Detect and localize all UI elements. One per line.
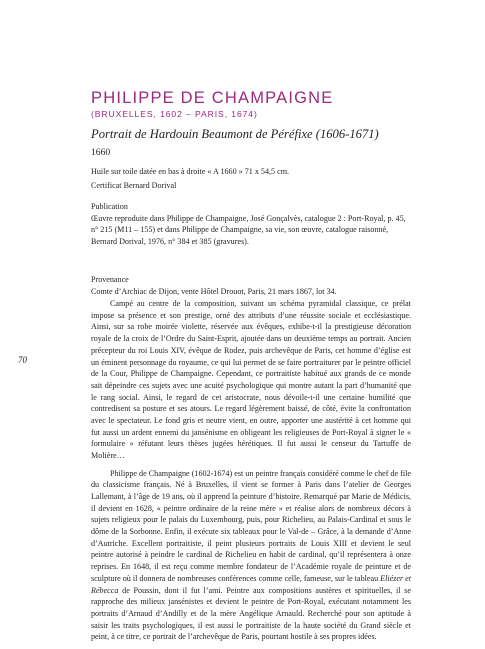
essay-paragraph-2-text-b: de Poussin, dont il fut l’ami. Peintre aux compositions austères et spirituelles, il se rapproche des milieux jansénistes et devient le peintre de Port-Royal, exécutant notamment les portraits d’Arnaud d’Andilly et de la mère Angélique Arnauld. Recherché pour son aptitude à saisir les traits psychologiques, il est aussi le portraitiste de la haute société du Grand siècle et peint, à ce titre, ce portrait de l’archevêque de Paris, pourtant hostile à ses propres idées.	[91, 585, 411, 642]
artwork-date: 1660	[91, 147, 111, 158]
publication-section	[91, 201, 411, 247]
provenance-section	[91, 274, 411, 297]
artwork-technique: Huile sur toile datée en bas à droite « A 1660 » 71 x 54,5 cm.	[91, 167, 290, 176]
provenance-heading: Provenance	[91, 275, 129, 284]
artist-origin: (BRUXELLES, 1602 – PARIS, 1674)	[91, 109, 258, 119]
essay-paragraph-2	[91, 468, 411, 644]
provenance-text: Comte d’Archiac de Dijon, vente Hôtel Drouot, Paris, 21 mars 1867, lot 34.	[91, 286, 337, 296]
painting-title-eliezer-rebecca: Eliézer et Rébecca	[91, 573, 411, 595]
page-number: 70	[18, 355, 27, 365]
essay-paragraph-2-text-a: Philippe de Champaigne (1602-1674) est un peintre français considéré comme le chef de file du classicisme français. Né à Bruxelles, il vient se former à Paris dans l’atelier de Georges Lallemant, à l’âge de 19 ans, où il apprend la peinture d’histoire. Remarqué par Marie de Médicis, il devient en 1628, « peintre ordinaire de la reine mère » et réalise alors de nombreux décors à sujets religieux pour le palais du Luxembourg, puis, pour Richelieu, au Palais-Cardinal et sous le dôme de la Sorbonne. Enfin, il exécute six tableaux pour le Val-de – Grâce, à la demande d’Anne d’Autriche. Excellent portraitiste, il peint plusieurs portraits de Louis XIII et devient le seul peintre autorisé à peindre le cardinal de Richelieu en habit de cardinal, qu’il représentera à onze reprises. En 1648, il est reçu comme membre fondateur de l’Académie royale de peinture et de sculpture où il donnera de nombreuses conférences comme celle, fameuse, sur le tableau	[91, 468, 411, 583]
publication-text: Œuvre reproduite dans Philippe de Champaigne, José Gonçalvès, catalogue 2 : Port-Royal, p. 45, n° 215 (M11 – 155) et dans Philippe de Champaigne, sa vie, son œuvre, catalogue raisonné, Bernard Dorival, 1976, n° 384 et 385 (gravures).	[91, 213, 406, 246]
artwork-title: Portrait de Hardouin Beaumont de Péréfixe (1606-1671)	[91, 127, 379, 141]
essay-paragraph-1: Campé au centre de la composition, suivant un schéma pyramidal classique, ce prélat impose sa présence et son prestige, orné des attributs d’une réussite sociale et ecclésiastique. Ainsi, sur sa robe moirée violette, réservée aux évêques, exhibe-t-il la prestigieuse décoration royale de la croix de l’Ordre du Saint-Esprit, ajoutée dans un deuxième temps au portrait. Ancien précepteur du roi Louis XIV, évêque de Rodez, puis archevêque de Paris, cet homme d’église est un éminent personnage du royaume, ce qui lui permet de se faire portraiturer par le peintre officiel de la Cour, Philippe de Champaigne. Cependant, ce portraitiste habitué aux grands de ce monde sait dépeindre ces sujets avec une acuité psychologique qui montre autant la part d’humanité que le rang social. Ainsi, le regard de cet aristocrate, nous dévoile-t-il une certaine humilité que contredisent sa posture et ses atours. Le regard légèrement baissé, de côté, évite la confrontation avec le spectateur. Le fond gris et neutre vient, en outre, apporter une austérité à cet homme qui fut aussi un ardent ennemi du jansénisme en obligeant les religieuses de Port-Royal à signer le « formulaire » réfutant leurs thèses jugées hérétiques. Il fut aussi le censeur du Tartuffe de Molière…	[91, 299, 411, 461]
publication-heading: Publication	[91, 202, 128, 211]
artwork-certificate: Certificat Bernard Dorival	[91, 181, 177, 190]
artist-name: PHILIPPE DE CHAMPAIGNE	[91, 89, 334, 107]
essay	[91, 298, 411, 649]
